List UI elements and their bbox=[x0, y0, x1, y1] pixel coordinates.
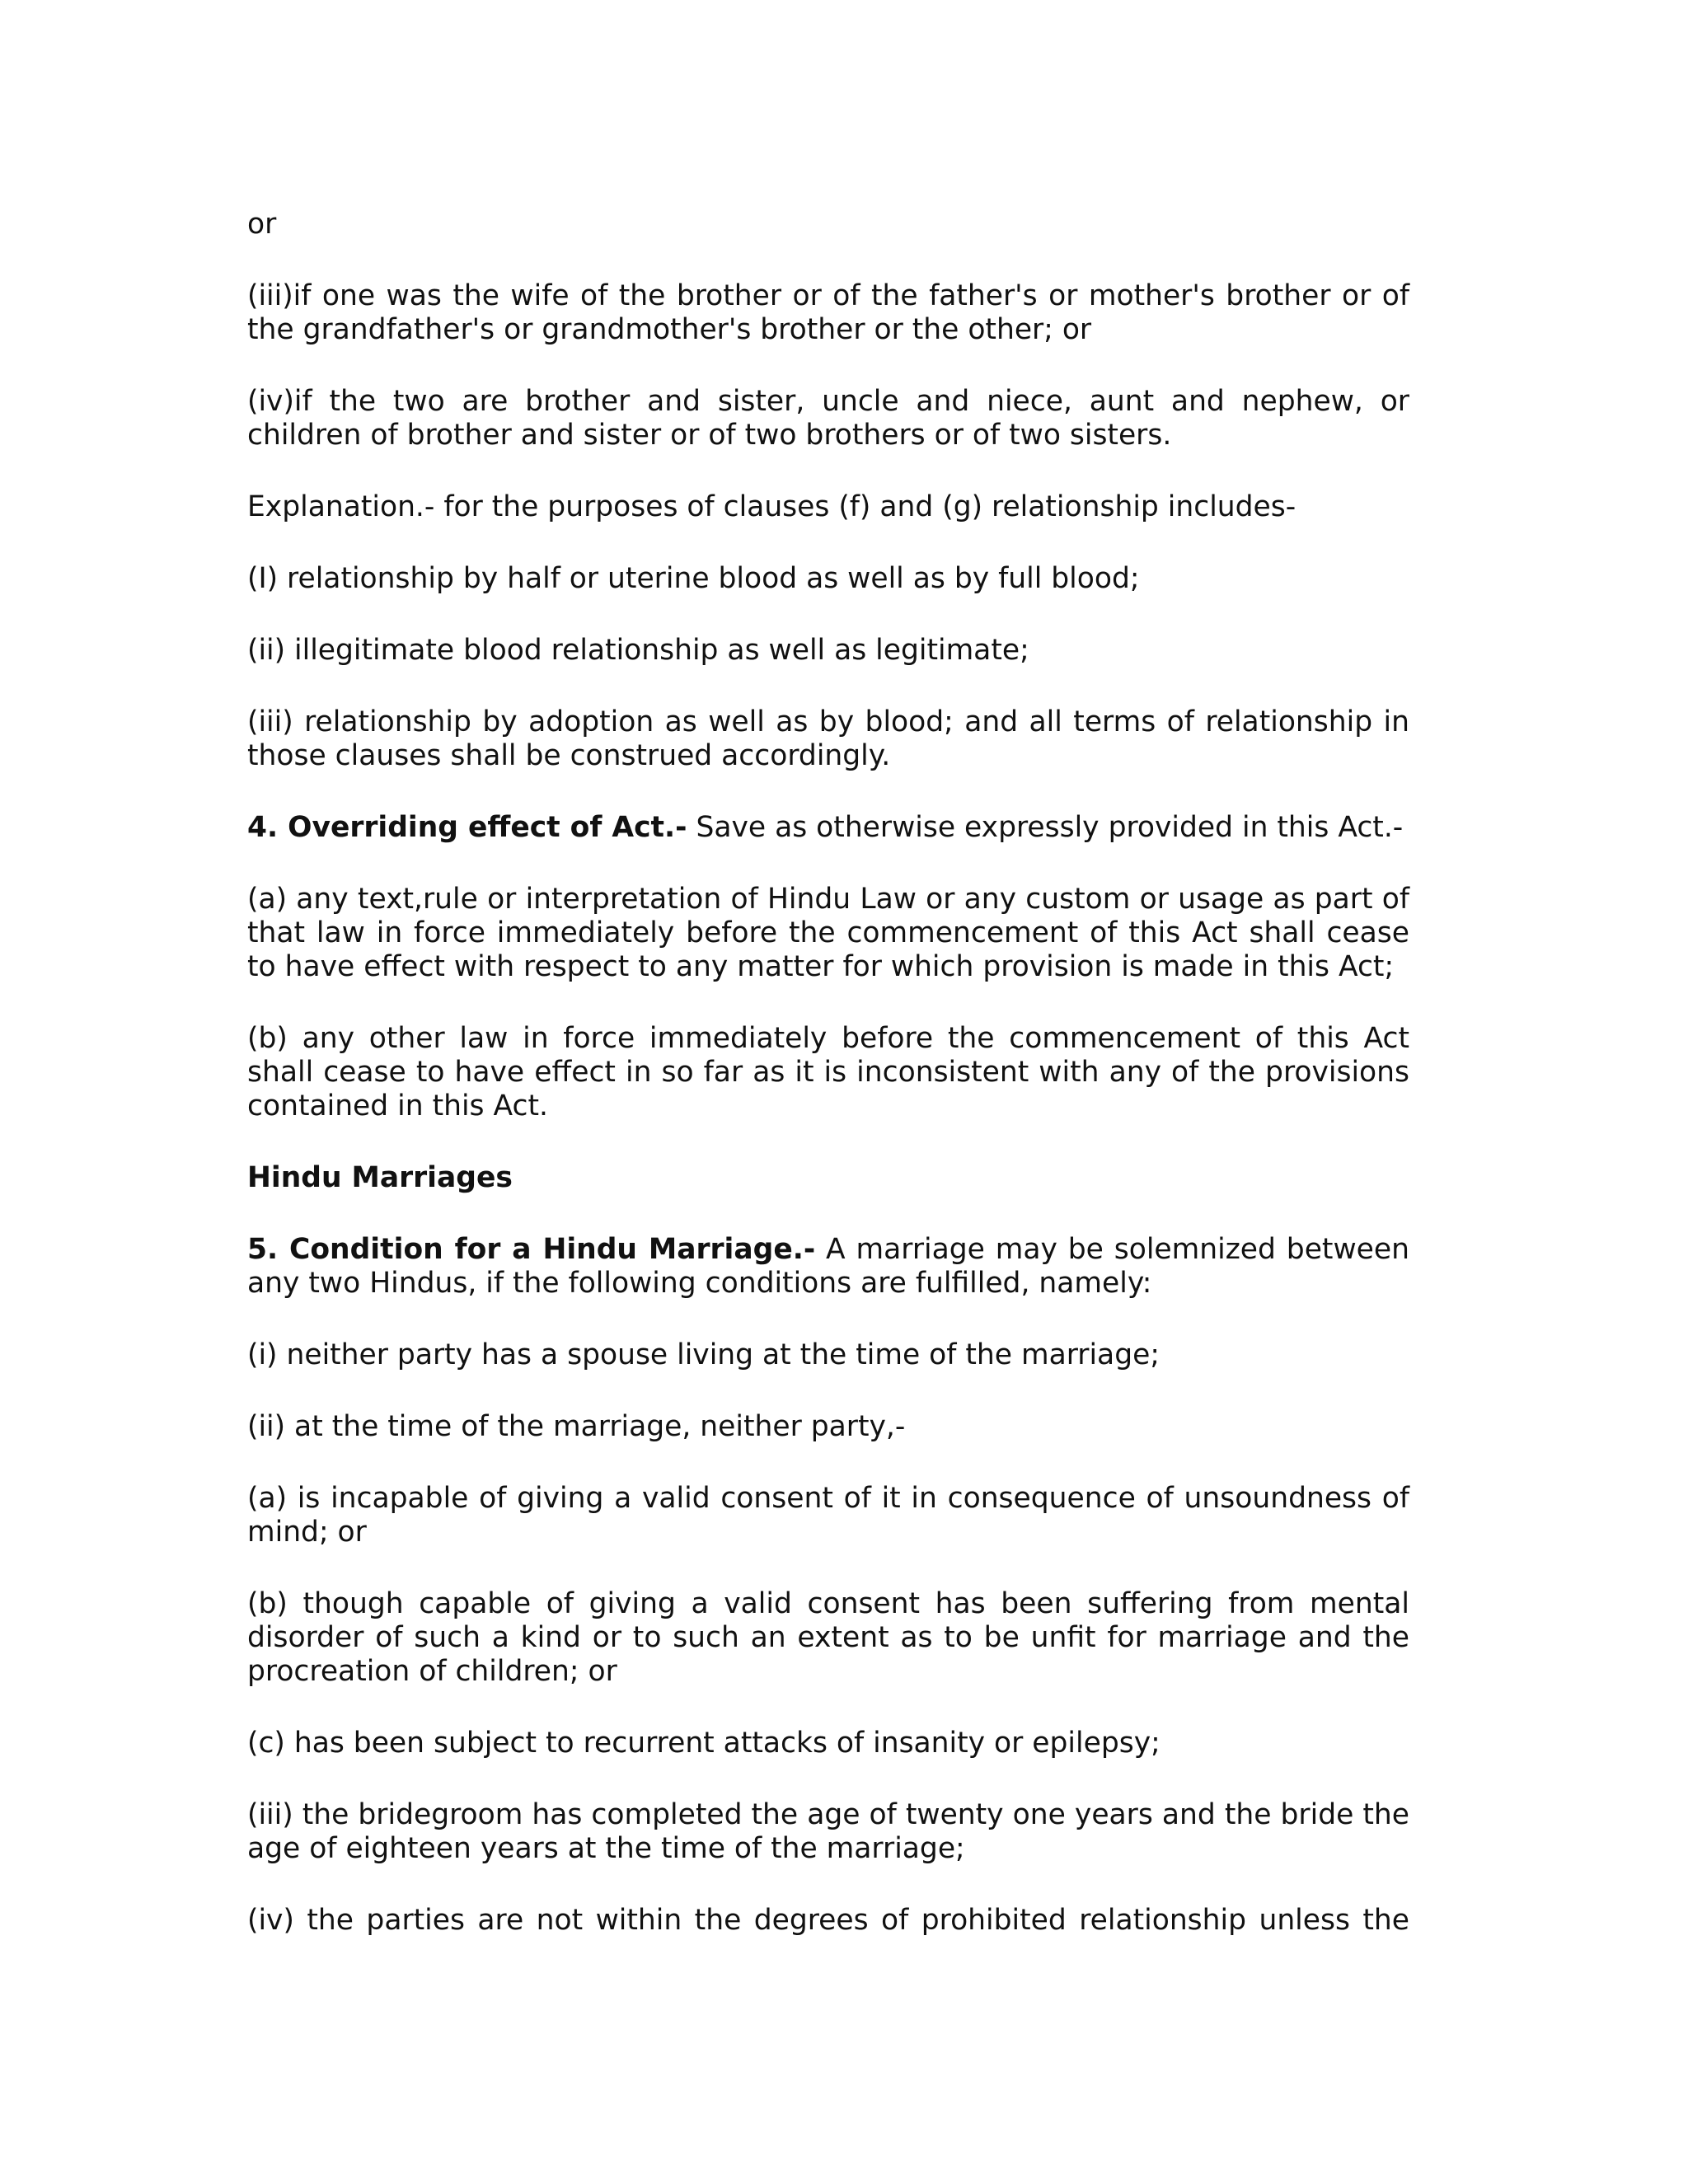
paragraph-5-i: (i) neither party has a spouse living at the time of the marriage; bbox=[247, 1338, 1160, 1371]
paragraph-5-ii-a: (a) is incapable of giving a valid consent of it in consequence of unsoundness of mind; or bbox=[247, 1482, 1409, 1549]
document-page bbox=[247, 208, 1409, 1975]
section-4-heading: 4. Overriding effect of Act.- bbox=[247, 811, 687, 844]
paragraph-5-ii: (ii) at the time of the marriage, neither party,- bbox=[247, 1410, 906, 1443]
section-5-text: A marriage may be solemnized between any two Hindus, if the following conditions are fulfilled, namely: bbox=[247, 1233, 1409, 1300]
paragraph-clause-iii-wife: (iii)if one was the wife of the brother or of the father's or mother's brother or of the grandfather's or grandmother's brother or the other; or bbox=[247, 279, 1409, 346]
paragraph-5-iv: (iv) the parties are not within the degrees of prohibited relationship unless the bbox=[247, 1904, 1409, 1937]
paragraph-explanation: Explanation.- for the purposes of clauses (f) and (g) relationship includes- bbox=[247, 490, 1296, 523]
paragraph-clause-iv-siblings: (iv)if the two are brother and sister, uncle and niece, aunt and nephew, or children of brother and sister or of two brothers or of two sisters. bbox=[247, 385, 1409, 452]
paragraph-adoption: (iii) relationship by adoption as well as by blood; and all terms of relationship in those clauses shall be construed accordingly. bbox=[247, 705, 1409, 772]
section-5-condition bbox=[247, 1233, 1409, 1301]
section-5-heading: 5. Condition for a Hindu Marriage.- bbox=[247, 1233, 816, 1266]
paragraph-4b: (b) any other law in force immediately before the commencement of this Act shall cease to have effect in so far as it is inconsistent with any of the provisions contained in this Act. bbox=[247, 1022, 1409, 1122]
paragraph-or: or bbox=[247, 208, 277, 241]
paragraph-5-ii-c: (c) has been subject to recurrent attacks of insanity or epilepsy; bbox=[247, 1727, 1160, 1760]
section-title-hindu-marriages: Hindu Marriages bbox=[247, 1161, 513, 1194]
paragraph-5-iii: (iii) the bridegroom has completed the age of twenty one years and the bride the age of eighteen years at the time of the marriage; bbox=[247, 1798, 1409, 1865]
paragraph-4a: (a) any text,rule or interpretation of Hindu Law or any custom or usage as part of that law in force immediately before the commencement of this Act shall cease to have effect with respect to any matter for which provision is made in this Act; bbox=[247, 883, 1409, 983]
paragraph-illegitimate: (ii) illegitimate blood relationship as well as legitimate; bbox=[247, 634, 1029, 667]
section-4-text: Save as otherwise expressly provided in this Act.- bbox=[687, 811, 1404, 844]
section-4-overriding-effect bbox=[247, 811, 1409, 845]
paragraph-5-ii-b: (b) though capable of giving a valid consent has been suffering from mental disorder of such a kind or to such an extent as to be unfit for marriage and the procreation of children; or bbox=[247, 1587, 1409, 1688]
paragraph-half-blood: (I) relationship by half or uterine blood as well as by full blood; bbox=[247, 562, 1140, 595]
